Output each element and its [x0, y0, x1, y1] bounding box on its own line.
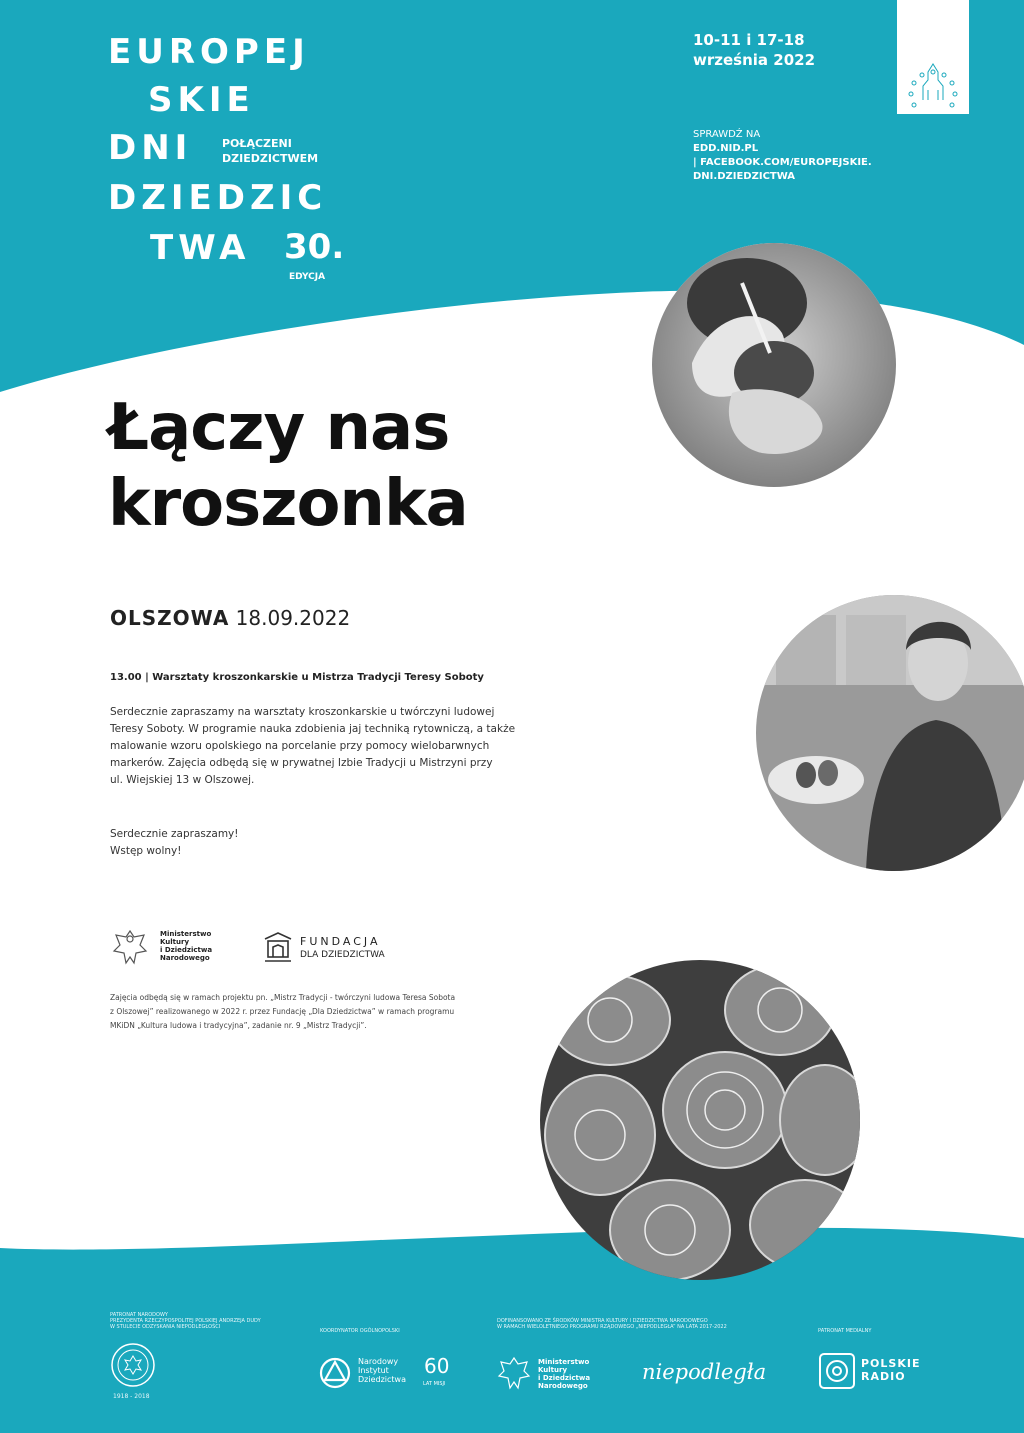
- photo-woman-with-eggs: [756, 595, 1024, 871]
- check-info: [693, 128, 872, 184]
- title-line-1: Łączy nas: [108, 391, 450, 465]
- nid-line: Dziedzictwa: [358, 1375, 406, 1384]
- invite-line-1: Serdecznie zapraszamy!: [110, 828, 239, 840]
- tagline-1: POŁĄCZENI: [222, 137, 292, 150]
- nid-logo-icon: [318, 1356, 352, 1390]
- footer-mkdn-line: Kultury: [538, 1366, 568, 1374]
- event-dates: [693, 30, 815, 70]
- mkdn-line: Narodowego: [160, 954, 210, 962]
- edition-number: 30.: [284, 227, 345, 267]
- poster-title: [108, 390, 468, 542]
- mkdn-line: Kultury: [160, 938, 190, 946]
- footer-mkdn-line: Narodowego: [538, 1382, 588, 1390]
- description-line: malowanie wzoru opolskiego na porcelanie przy pomocy wielobarwnych: [110, 740, 490, 752]
- project-note: [110, 991, 550, 1033]
- note-line: MKiDN „Kultura ludowa i tradycyjna”, zadanie nr. 9 „Mistrz Tradycji”.: [110, 1021, 367, 1030]
- photo-decorated-eggs: [540, 960, 860, 1280]
- radio-line-1: POLSKIE: [861, 1357, 921, 1370]
- logo-line-3: DNI: [108, 128, 193, 168]
- patronat-line: PATRONAT NARODOWY: [110, 1312, 168, 1318]
- description-line: Teresy Soboty. W programie nauka zdobienia jaj techniką rytowniczą, a także: [110, 723, 516, 735]
- fundacja-building-icon: [263, 931, 293, 965]
- footer-eagle-icon: [497, 1355, 531, 1391]
- patronat-text: [110, 1312, 261, 1330]
- mkdn-line: Ministerstwo: [160, 930, 212, 938]
- dofin-line: W RAMACH WIELOLETNIEGO PROGRAMU RZĄDOWEGO „NIEPODLEGŁA” NA LATA 2017-2022: [497, 1324, 727, 1330]
- logo-line-4: DZIEDZIC: [108, 178, 328, 218]
- fundacja-line-1: FUNDACJA: [300, 935, 381, 948]
- patronat-line: PREZYDENTA RZECZYPOSPOLITEJ POLSKIEJ ANDRZEJA DUDY: [110, 1318, 261, 1324]
- photo-frame-hands: [652, 243, 896, 487]
- place-date: [110, 606, 350, 630]
- nid-60-sub: LAT MISJI: [423, 1381, 446, 1387]
- nid-line: Narodowy: [358, 1357, 399, 1366]
- description-line: ul. Wiejskiej 13 w Olszowej.: [110, 774, 255, 786]
- patronat-line: W STULECIE ODZYSKANIA NIEPODLEGŁOŚCI: [110, 1324, 221, 1330]
- check-link-3[interactable]: DNI.DZIEDZICTWA: [693, 171, 796, 182]
- check-link-2[interactable]: | FACEBOOK.COM/EUROPEJSKIE.: [693, 157, 872, 168]
- edition-label: EDYCJA: [289, 272, 326, 282]
- dates-line-1: 10-11 i 17-18: [693, 31, 805, 49]
- dofinansowano-text: [497, 1318, 727, 1330]
- eu-stars-icon: [897, 0, 969, 114]
- mkdn-line: i Dziedzictwa: [160, 946, 213, 954]
- fundacja-line-2: DLA DZIEDZICTWA: [300, 950, 385, 960]
- polskie-radio-icon: [818, 1352, 856, 1390]
- footer-mkdn-line: i Dziedzictwa: [538, 1374, 591, 1382]
- fundacja-text: [300, 935, 385, 960]
- eu-flag-logo: [897, 0, 969, 114]
- nid-text: [358, 1357, 406, 1384]
- koordynator-label: KOORDYNATOR OGÓLNOPOLSKI: [320, 1328, 400, 1334]
- patronat-years: 1918 - 2018: [113, 1393, 150, 1400]
- photo-frame-portrait: [756, 595, 1024, 871]
- check-link-1[interactable]: EDD.NID.PL: [693, 143, 759, 154]
- mkdn-sponsor-text: [160, 930, 212, 962]
- tagline-2: DZIEDZICTWEM: [222, 152, 319, 165]
- polish-eagle-icon: [110, 927, 150, 967]
- logo-line-5: TWA: [150, 228, 251, 268]
- nid-60: 60: [424, 1354, 450, 1378]
- footer-mkdn-text: [538, 1358, 590, 1390]
- description-line: Serdecznie zapraszamy na warsztaty kroszonkarskie u twórczyni ludowej: [110, 706, 495, 718]
- check-label: SPRAWDŹ NA: [693, 129, 761, 140]
- dofin-line: DOFINANSOWANO ZE ŚRODKÓW MINISTRA KULTURY I DZIEDZICTWA NARODOWEGO: [497, 1318, 708, 1324]
- polskie-radio-text: [861, 1357, 920, 1383]
- event-heading: 13.00 | Warsztaty kroszonkarskie u Mistrza Tradycji Teresy Soboty: [110, 672, 484, 683]
- note-line: z Olszowej” realizowanego w 2022 r. przez Fundację „Dla Dziedzictwa” w ramach programu: [110, 1007, 455, 1016]
- event-date: 18.09.2022: [235, 606, 351, 630]
- note-line: Zajęcia odbędą się w ramach projektu pn. „Mistrz Tradycji - twórczyni ludowa Teresa Sobota: [110, 993, 456, 1002]
- title-line-2: kroszonka: [108, 467, 468, 541]
- invite-line-2: Wstęp wolny!: [110, 845, 182, 857]
- invitation: [110, 826, 238, 860]
- radio-line-2: RADIO: [861, 1370, 906, 1383]
- dates-line-2: września 2022: [693, 51, 815, 69]
- niepodlegla-logo: niepodległa: [642, 1360, 767, 1384]
- place-name: OLSZOWA: [110, 606, 230, 630]
- event-description: [110, 704, 580, 789]
- nid-line: Instytut: [358, 1366, 389, 1375]
- description-line: markerów. Zajęcia odbędą się w prywatnej Izbie Tradycji u Mistrzyni przy: [110, 757, 493, 769]
- patronat-medialny-label: PATRONAT MEDIALNY: [818, 1328, 872, 1334]
- logo-line-2: SKIE: [148, 80, 255, 120]
- footer-mkdn-line: Ministerstwo: [538, 1358, 590, 1366]
- photo-hands-decorating-egg: [652, 243, 896, 487]
- presidential-seal-icon: [110, 1342, 156, 1388]
- logo-line-1: EUROPEJ: [108, 32, 310, 72]
- photo-frame-eggs: [540, 960, 860, 1280]
